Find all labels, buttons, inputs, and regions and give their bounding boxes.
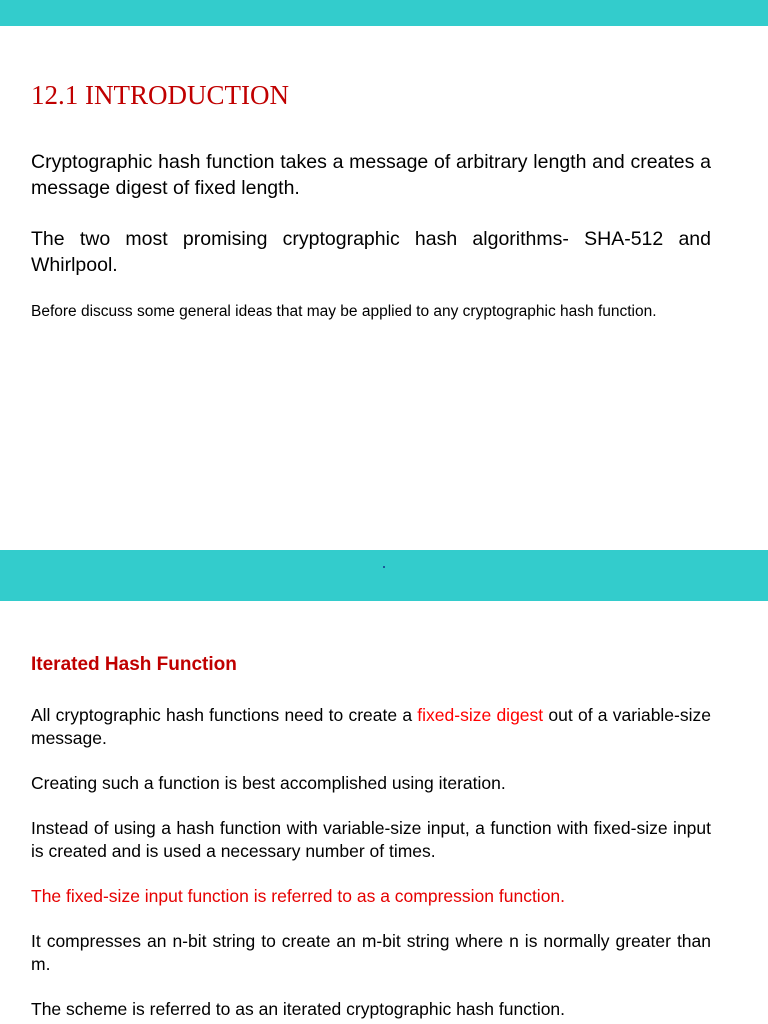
divider-dot [383,566,385,568]
body-paragraph-6: The scheme is referred to as an iterated cryptographic hash function. [31,999,566,1019]
body-paragraph-1 [31,704,711,750]
intro-paragraph-1: Cryptographic hash function takes a message of arbitrary length and creates a message digest of fixed length. [31,151,711,199]
top-accent-band [0,0,768,26]
intro-paragraph-2: The two most promising cryptographic hash algorithms- SHA-512 and Whirlpool. [31,228,711,276]
slide-title: 12.1 INTRODUCTION [31,80,289,110]
intro-paragraph-3: Before discuss some general ideas that may be applied to any cryptographic hash function. [31,303,657,320]
paragraph-text: out of a variable-size message. [31,705,711,748]
body-paragraph-5: It compresses an n-bit string to create an m-bit string where n is normally greater than m. [31,931,711,974]
compression-function-note: The fixed-size input function is referred to as a compression function. [31,886,566,906]
slide-divider-band [0,550,768,601]
body-paragraph-2: Creating such a function is best accomplished using iteration. [31,773,506,793]
slide-iterated-hash [31,653,711,1021]
slide-introduction [31,78,711,322]
slide-heading: Iterated Hash Function [31,654,237,675]
body-paragraph-3: Instead of using a hash function with variable-size input, a function with fixed-size input is created and is used a necessary number of times. [31,818,711,861]
paragraph-text: All cryptographic hash functions need to create a [31,705,418,725]
highlighted-term: fixed-size digest [417,705,544,725]
